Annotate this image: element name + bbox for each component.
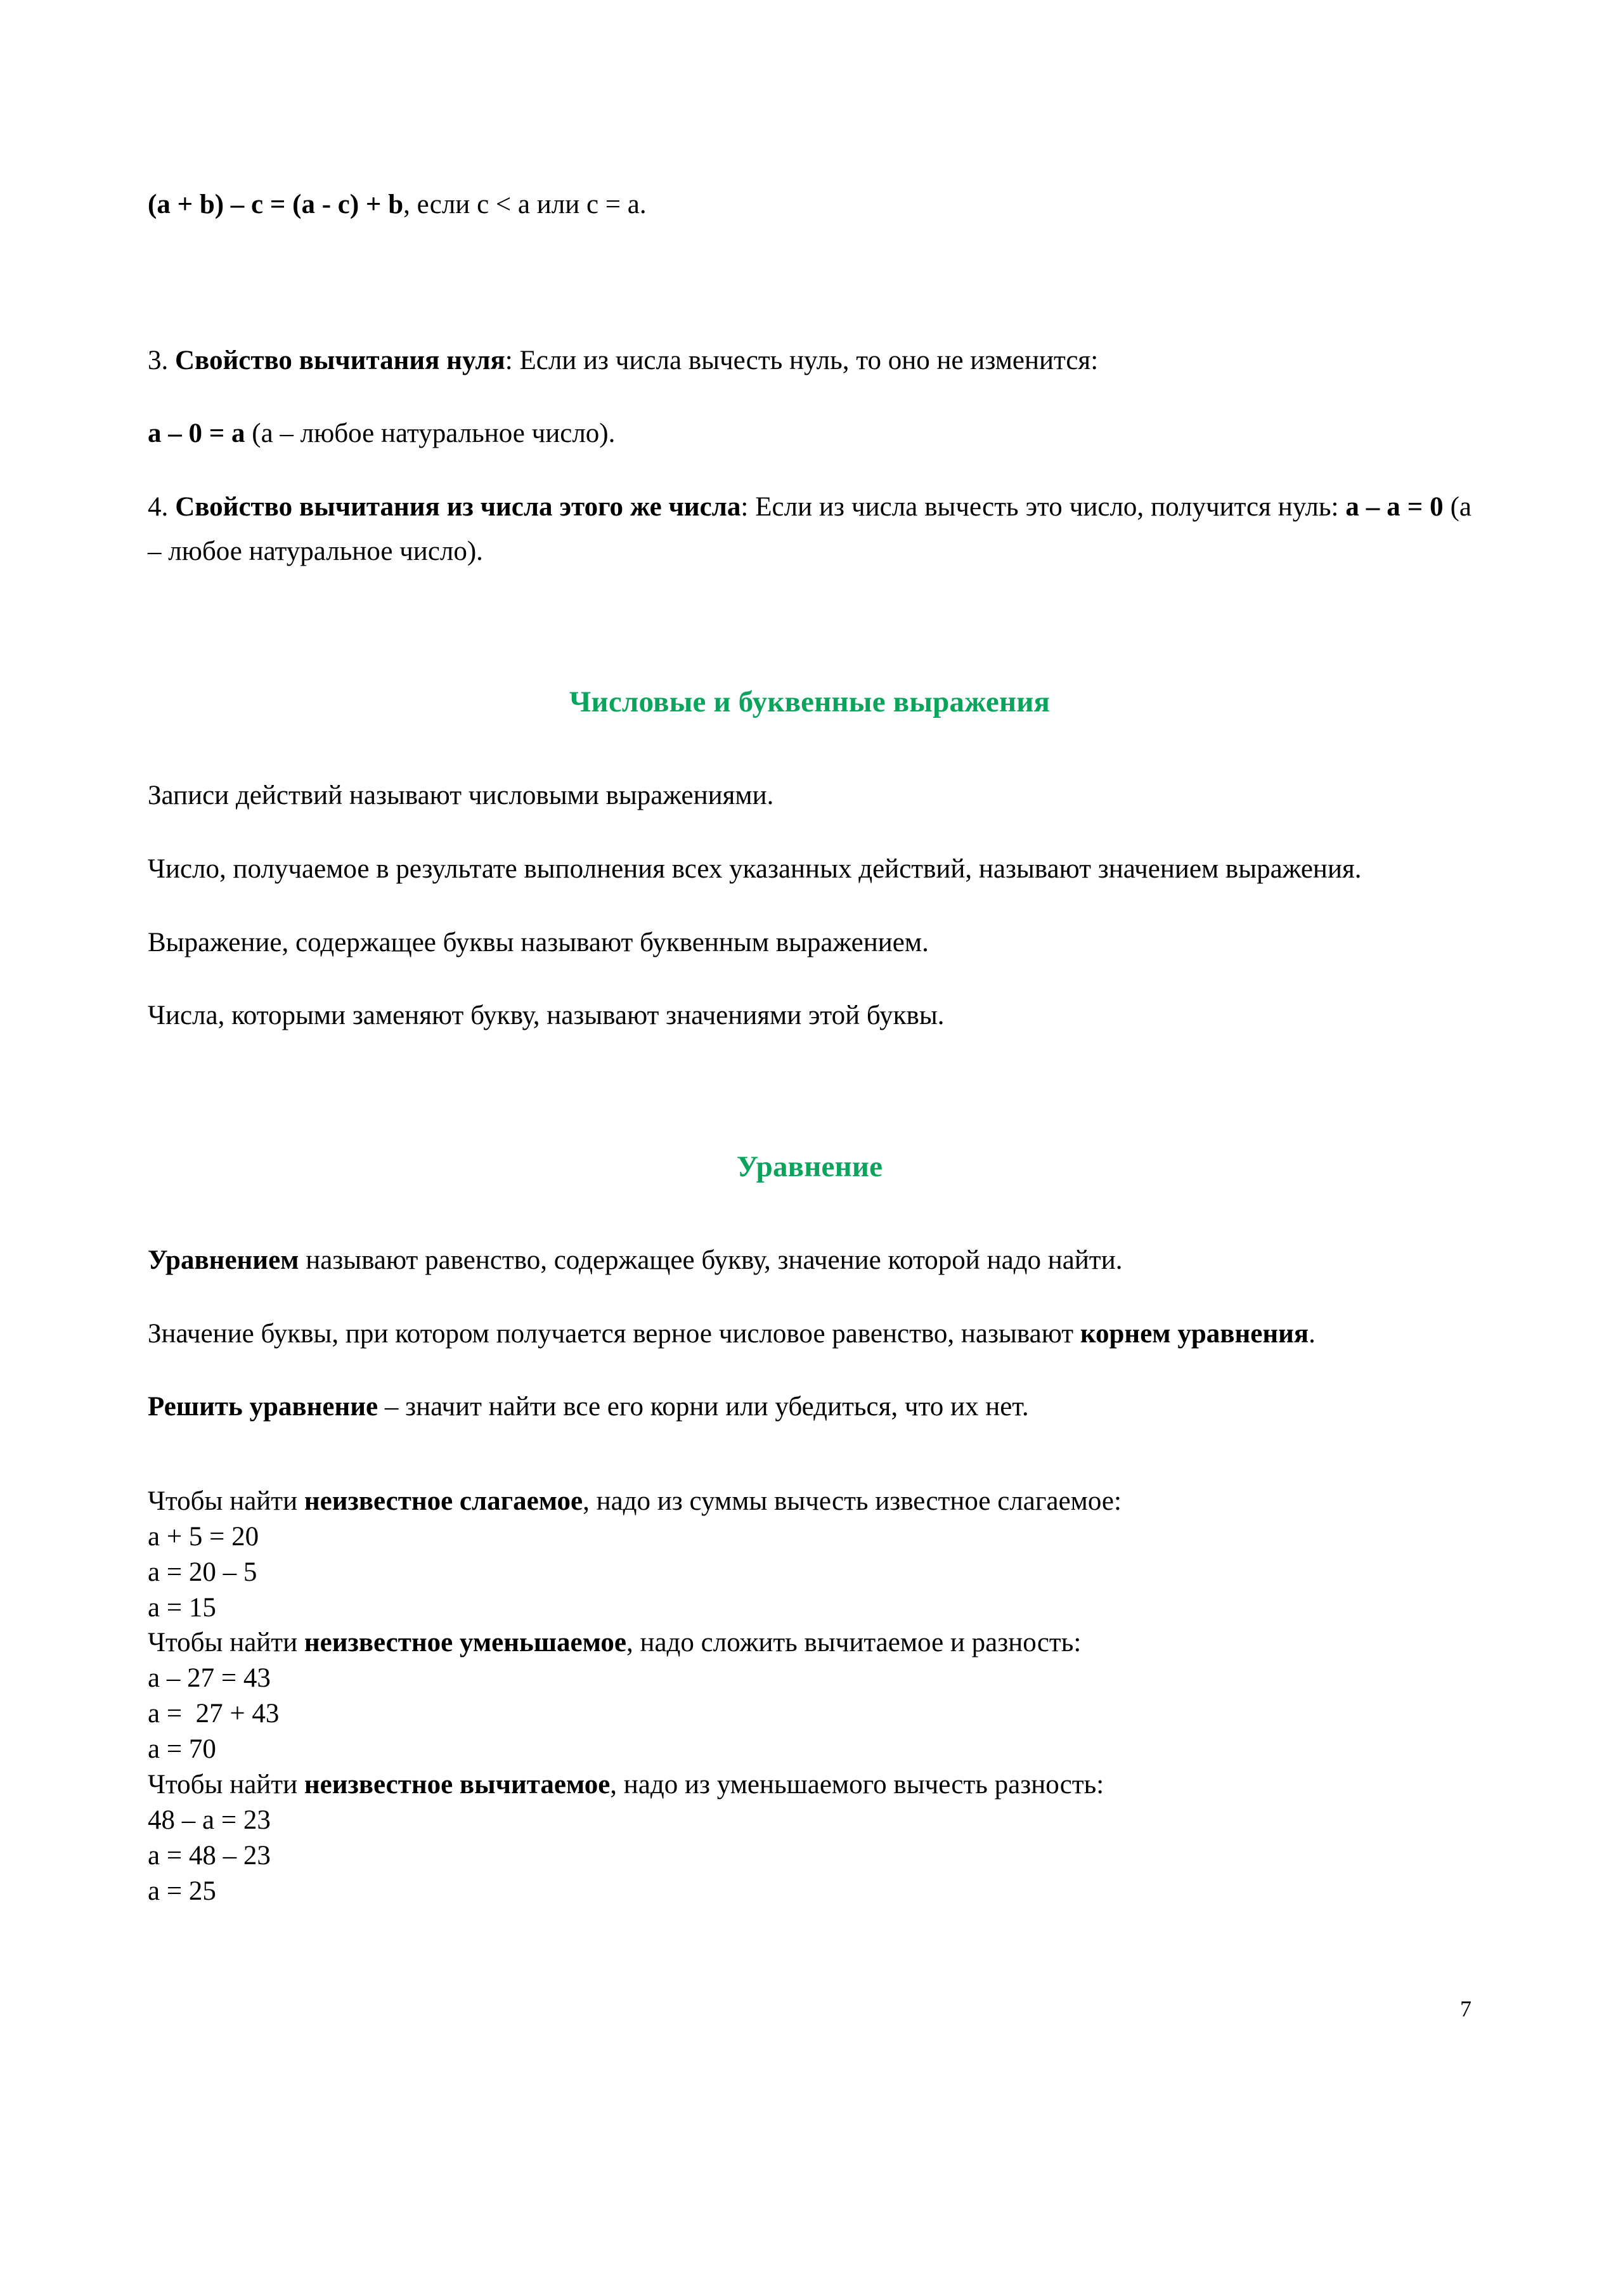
rule-3-step-3: a = 25 — [148, 1876, 216, 1906]
property-3-title: Свойство вычитания нуля — [175, 345, 505, 375]
equation-paragraph-2-end: . — [1309, 1318, 1316, 1349]
expressions-paragraph-4: Числа, которыми заменяют букву, называют значениями этой буквы. — [148, 1001, 945, 1031]
property-4-body: : Если из числа вычесть это число, получится нуль: — [740, 491, 1346, 522]
property-3-number: 3. — [148, 345, 175, 375]
equation-paragraph-1-rest: называют равенство, содержащее букву, значение которой надо найти. — [299, 1245, 1123, 1275]
spacer-before-expressions-heading — [148, 573, 1471, 685]
spacer-expressions-2 — [148, 892, 1471, 921]
heading-numeric-and-letter-expressions: Числовые и буквенные выражения — [569, 685, 1051, 719]
rule-2-step-2: a = 27 + 43 — [148, 1699, 280, 1729]
spacer-after-equation-heading — [148, 1184, 1471, 1238]
spacer-before-rules — [148, 1429, 1471, 1484]
rule-2-lead-start: Чтобы найти — [148, 1628, 304, 1658]
spacer-expressions-3 — [148, 964, 1471, 994]
property-3-formula-expression: a – 0 = a — [148, 418, 245, 449]
property-3-body: : Если из числа вычесть нуль, то оно не изменится: — [505, 345, 1099, 375]
equation-paragraph-2-start: Значение буквы, при котором получается верное числовое равенство, называют — [148, 1318, 1080, 1349]
spacer-before-equation-heading — [148, 1038, 1471, 1150]
equation-term-solve: Решить уравнение — [148, 1392, 378, 1422]
rule-1-lead-term: неизвестное слагаемое — [304, 1486, 583, 1516]
property-4-formula-expression: a – a = 0 — [1345, 491, 1444, 522]
heading-equation: Уравнение — [736, 1150, 883, 1183]
equation-paragraph-3-rest: – значит найти все его корни или убедиться, что их нет. — [378, 1392, 1029, 1422]
spacer-equation-2 — [148, 1356, 1471, 1385]
rule-1-step-2: a = 20 – 5 — [148, 1557, 257, 1587]
equation-paragraph-3 — [148, 1385, 1471, 1429]
top-formula-condition: , если c < a или c = a. — [403, 190, 647, 219]
rule-3-lead-start: Чтобы найти — [148, 1770, 304, 1800]
rule-2-lead-end: , надо сложить вычитаемое и разность: — [626, 1628, 1082, 1658]
rule-2-lead — [148, 1625, 1471, 1661]
rule-1-step-3: a = 15 — [148, 1592, 216, 1623]
page-content — [148, 0, 1471, 1909]
rule-3-lead-term: неизвестное вычитаемое — [304, 1770, 611, 1800]
property-3-statement — [148, 339, 1471, 383]
spacer-after-top-formula — [148, 227, 1471, 339]
rule-3-step-1: 48 – a = 23 — [148, 1805, 271, 1835]
expressions-paragraph-1: Записи действий называют числовыми выражениями. — [148, 781, 774, 811]
equation-paragraph-1 — [148, 1238, 1471, 1283]
equation-term-root: корнем уравнения — [1080, 1318, 1309, 1349]
equation-term-uravneniem: Уравнением — [148, 1245, 299, 1275]
spacer-expressions-1 — [148, 818, 1471, 847]
top-formula-line — [148, 183, 1471, 227]
rules-block — [148, 1484, 1471, 1909]
equation-paragraph-2 — [148, 1312, 1471, 1356]
spacer-after-expressions-heading — [148, 719, 1471, 774]
property-3-formula — [148, 412, 1471, 456]
spacer-equation-1 — [148, 1283, 1471, 1312]
property-3-formula-note: (a – любое натуральное число). — [245, 418, 616, 449]
rule-1-lead-end: , надо из суммы вычесть известное слагаемое: — [583, 1486, 1122, 1516]
page-number: 7 — [1460, 1996, 1471, 2021]
property-4-title: Свойство вычитания из числа этого же числа — [175, 491, 741, 522]
rule-3-lead — [148, 1767, 1471, 1803]
expressions-paragraph-2: Число, получаемое в результате выполнения всех указанных действий, называют значением выражения. — [148, 853, 1362, 884]
rule-1-step-1: a + 5 = 20 — [148, 1521, 259, 1552]
property-4-statement — [148, 485, 1471, 573]
expressions-paragraph-3: Выражение, содержащее буквы называют буквенным выражением. — [148, 927, 929, 957]
spacer-property-3 — [148, 382, 1471, 412]
rule-2-step-1: a – 27 = 43 — [148, 1663, 271, 1694]
top-formula-expression: (a + b) – c = (a - c) + b — [148, 190, 404, 219]
spacer-before-property-4 — [148, 456, 1471, 485]
property-4-number: 4. — [148, 491, 176, 522]
rule-3-lead-end: , надо из уменьшаемого вычесть разность: — [610, 1770, 1104, 1800]
rule-1-lead-start: Чтобы найти — [148, 1486, 304, 1516]
rule-3-step-2: a = 48 – 23 — [148, 1840, 271, 1871]
rule-2-lead-term: неизвестное уменьшаемое — [304, 1628, 626, 1658]
top-spacer — [148, 0, 1471, 183]
rule-2-step-3: a = 70 — [148, 1734, 216, 1765]
rule-1-lead — [148, 1484, 1471, 1519]
property-4-formula-note: (a – любое натуральное число). — [148, 491, 1472, 566]
